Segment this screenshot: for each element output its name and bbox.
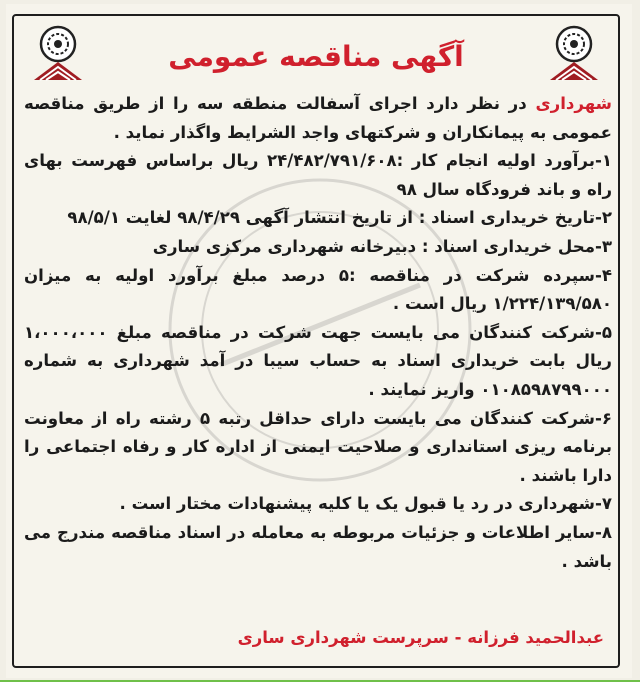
bottom-strip [0, 680, 640, 691]
notice-body [24, 90, 612, 576]
list-item: ۳-محل خریداری اسناد : دبیرخانه شهرداری مرکزی ساری [152, 236, 612, 256]
list-item: ۱-برآورد اولیه انجام کار :۲۴/۴۸۲/۷۹۱/۶۰۸ ریال براساس فهرست بهای راه و باند فرودگاه سال ۹۸ [24, 151, 612, 199]
list-item: ۴-سپرده شرکت در مناقصه :۵ درصد مبلغ برآورد اولیه به میزان ۱/۲۲۴/۱۳۹/۵۸۰ ریال است . [24, 265, 612, 314]
intro-paragraph [24, 90, 612, 147]
list-item: ۲-تاریخ خریداری اسناد : از تاریخ انتشار آگهی ۹۸/۴/۲۹ لغایت ۹۸/۵/۱ [67, 208, 612, 228]
organization-name: شهرداری [535, 94, 612, 113]
list-item: ۸-سایر اطلاعات و جزئیات مربوطه به معامله در اسناد مناقصه مندرج می باشد . [24, 522, 612, 571]
notice-header [12, 14, 620, 100]
signature: عبدالحمید فرزانه - سرپرست شهرداری ساری [237, 628, 604, 647]
notice-title: آگهی مناقصه عمومی [168, 40, 464, 73]
list-item: ۶-شرکت کنندگان می بایست دارای حداقل رتبه ۵ رشته راه از معاونت برنامه ریزی استانداری و صلاحیت ایمنی از اداره کار و رفاه اجتماعی را دارا باشند . [24, 408, 612, 485]
list-item: ۷-شهرداری در رد یا قبول یک یا کلیه پیشنهادات مختار است . [119, 494, 612, 514]
intro-text: در نظر دارد اجرای آسفالت منطقه سه را از طریق مناقصه عمومی به پیمانکاران و شرکتهای واجد الشرایط واگذار نماید . [24, 94, 612, 142]
list-item: ۵-شرکت کنندگان می بایست جهت شرکت در مناقصه مبلغ ۱،۰۰۰،۰۰۰ ریال بابت خریداری اسناد به حساب سیبا در آمد شهرداری به شماره ۰۱۰۸۵۹۸۷۹۹۰۰۰ واریز نمایند . [24, 322, 612, 399]
